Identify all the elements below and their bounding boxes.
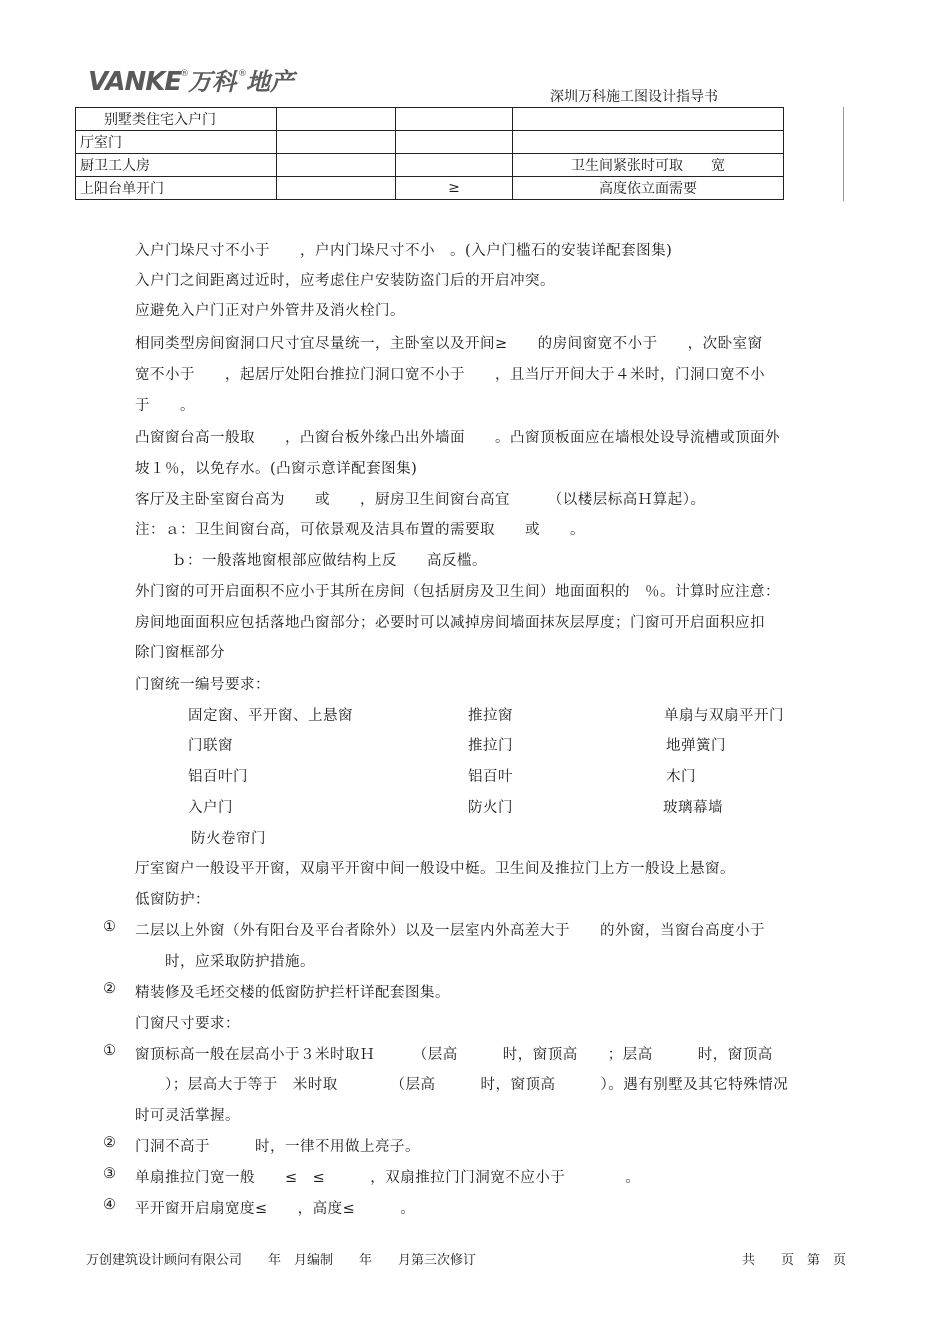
paragraph-line: 于 。 — [135, 398, 195, 414]
table-cell — [396, 154, 513, 177]
paragraph-line: 入户门垛尺寸不小于 ，户内门垛尺寸不小 。(入户门槛石的安装详配套图集) — [135, 243, 673, 259]
footer-page-count: 共 页 第 页 — [742, 1253, 847, 1268]
paragraph-line: 相同类型房间窗洞口尺寸宜尽量统一，主卧室以及开间≥ 的房间窗宽不小于 ，次卧室窗 — [135, 336, 763, 352]
code-label: 推拉窗 — [468, 708, 513, 724]
code-label: 防火门 — [468, 800, 513, 816]
table-cell: 厅室门 — [76, 131, 277, 154]
svg-text:地产: 地产 — [246, 68, 294, 96]
code-label: 铝百叶 — [468, 769, 513, 785]
table-cell: ≥ — [396, 177, 513, 200]
code-label: 木门 — [666, 769, 696, 785]
table-cell — [396, 108, 513, 131]
paragraph-line: 房间地面面积应包括落地凸窗部分；必要时可以减掉房间墙面抹灰层厚度；门窗可开启面积应扣 — [135, 615, 765, 631]
footer-left: 万创建筑设计顾问有限公司 年 月编制 年 月第三次修订 — [86, 1253, 477, 1268]
code-label: 推拉门 — [468, 738, 513, 754]
code-label: 防火卷帘门 — [191, 831, 266, 847]
list-number: ② — [103, 1135, 116, 1151]
page-border-line — [843, 107, 844, 201]
code-label: 入户门 — [188, 800, 233, 816]
table-cell: 别墅类住宅入户门 — [76, 108, 277, 131]
paragraph-line: 厅室窗户一般设平开窗，双扇平开窗中间一般设中梃。卫生间及推拉门上方一般设上悬窗。 — [135, 861, 735, 877]
document-title: 深圳万科施工图设计指导书 — [550, 89, 718, 105]
paragraph-line: 注：ａ：卫生间窗台高，可依景观及洁具布置的需要取 或 。 — [135, 522, 585, 538]
table-row — [76, 108, 784, 131]
table-cell — [277, 177, 396, 200]
paragraph-line: 凸窗窗台高一般取 ，凸窗台板外缘凸出外墙面 。凸窗顶板面应在墙根处设导流槽或顶面外 — [135, 430, 780, 446]
vanke-logo — [88, 62, 328, 98]
list-item-line: 平开窗开启扇宽度≤ ，高度≤ 。 — [135, 1201, 416, 1217]
table-cell — [396, 131, 513, 154]
table-cell — [277, 108, 396, 131]
code-label: 固定窗、平开窗、上悬窗 — [188, 708, 353, 724]
paragraph-line: 外门窗的可开启面积不应小于其所在房间（包括厨房及卫生间）地面面积的 ％。计算时应注意： — [135, 584, 780, 600]
code-label: 单扇与双扇平开门 — [664, 708, 784, 724]
table-cell — [277, 154, 396, 177]
door-size-table — [75, 107, 784, 200]
code-label: 玻璃幕墙 — [663, 800, 723, 816]
table-cell: 卫生间紧张时可取 宽 — [513, 154, 784, 177]
table-cell: 上阳台单开门 — [76, 177, 277, 200]
list-item-line: 门洞不高于 时，一律不用做上亮子。 — [135, 1139, 420, 1155]
list-number: ④ — [103, 1197, 116, 1213]
list-number: ③ — [103, 1166, 116, 1182]
table-row — [76, 131, 784, 154]
table-cell — [513, 108, 784, 131]
list-item-line: ）；层高大于等于 米时取 （层高 时，窗顶高 ）。遇有别墅及其它特殊情况 — [165, 1077, 789, 1093]
table-cell — [277, 131, 396, 154]
paragraph-line: 宽不小于 ，起居厅处阳台推拉门洞口宽不小于 ，且当厅开间大于４米时，门洞口宽不小 — [135, 367, 765, 383]
paragraph-line: ｂ：一般落地窗根部应做结构上反 高反槛。 — [172, 553, 487, 569]
paragraph-line: 低窗防护： — [135, 892, 210, 908]
table-row — [76, 154, 784, 177]
svg-text:®: ® — [238, 69, 247, 79]
list-item-line: 窗顶标高一般在层高小于３米时取Ｈ （层高 时，窗顶高 ；层高 时，窗顶高 — [135, 1047, 773, 1063]
paragraph-line: 应避免入户门正对户外管井及消火栓门。 — [135, 303, 405, 319]
code-label: 地弹簧门 — [666, 738, 726, 754]
list-number: ② — [103, 981, 116, 997]
list-item-line: 时可灵活掌握。 — [135, 1108, 240, 1124]
table-cell: 高度依立面需要 — [513, 177, 784, 200]
svg-text:万科: 万科 — [188, 68, 236, 96]
code-label: 门联窗 — [188, 738, 233, 754]
list-item-line: 二层以上外窗（外有阳台及平台者除外）以及一层室内外高差大于 的外窗，当窗台高度小于 — [135, 923, 765, 939]
paragraph-line: 除门窗框部分 — [135, 645, 225, 661]
paragraph-line: 门窗统一编号要求： — [135, 677, 270, 693]
list-item-line: 精装修及毛坯交楼的低窗防护拦杆详配套图集。 — [135, 985, 450, 1001]
list-number: ① — [103, 1043, 116, 1059]
list-item-line: 单扇推拉门宽一般 ≤ ≤ ，双扇推拉门门洞宽不应小于 。 — [135, 1170, 641, 1186]
svg-text:VANKE: VANKE — [88, 67, 182, 97]
paragraph-line: 客厅及主卧室窗台高为 或 ，厨房卫生间窗台高宜 （以楼层标高Ｈ算起）。 — [135, 492, 706, 508]
list-number: ① — [103, 919, 116, 935]
section-heading: 门窗尺寸要求： — [135, 1016, 240, 1032]
list-item-line: 时，应采取防护措施。 — [165, 954, 315, 970]
paragraph-line: 入户门之间距离过近时，应考虑住户安装防盗门后的开启冲突。 — [135, 273, 555, 289]
paragraph-line: 坡１％，以免存水。(凸窗示意详配套图集) — [135, 461, 418, 477]
code-label: 铝百叶门 — [188, 769, 248, 785]
table-cell: 厨卫工人房 — [76, 154, 277, 177]
table-row — [76, 177, 784, 200]
table-cell — [513, 131, 784, 154]
svg-text:®: ® — [180, 69, 189, 79]
